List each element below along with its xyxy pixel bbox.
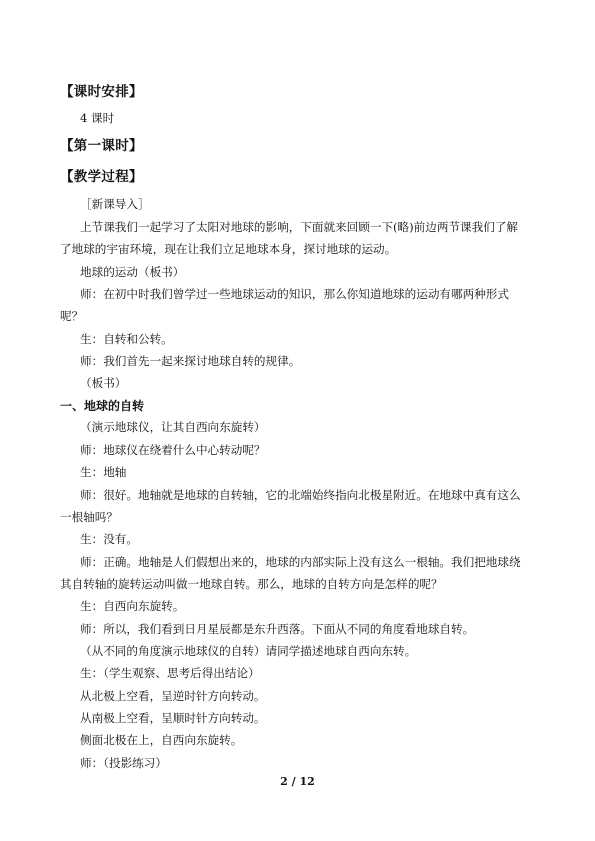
section-line: 生：（学生观察、思考后得出结论） [80,666,260,680]
paragraph-line: 生：自转和公转。 [80,332,173,346]
section-line: 师：很好。地轴就是地球的自转轴，它的北端始终指向北极星附近。在地球中真有这么 [80,488,521,502]
section-line: 从北极上空看，呈逆时针方向转动。 [80,689,266,703]
section-line: 师：正确。地轴是人们假想出来的，地球的内部实际上没有这么一根轴。我们把地球绕 [80,555,521,569]
paragraph-line: 上节课我们一起学习了太阳对地球的影响，下面就来回顾一下(略)前边两节课我们了解 [80,220,519,234]
section-line: 生：没有。 [80,532,138,546]
section-title-earth-rotation: 一、地球的自转 [60,399,145,413]
paragraph-line: 呢？ [60,309,84,323]
paragraph-line: 师：在初中时我们曾学过一些地球运动的知识，那么你知道地球的运动有哪两种形式 [80,287,509,301]
section-line: 师：所以，我们看到日月星辰都是东升西落。下面从不同的角度看地球自转。 [80,622,475,636]
section-line: 生：地轴 [80,465,127,479]
heading-process: 【教学过程】 [60,169,143,185]
schedule-text: 4 课时 [80,111,115,125]
paragraph-line: 了地球的宇宙环境，现在让我们立足地球本身，探讨地球的运动。 [60,242,397,256]
section-line: （演示地球仪，让其自西向东旋转） [80,420,266,434]
section-line: 师：地球仪在绕着什么中心转动呢？ [80,443,266,457]
section-line: （从不同的角度演示地球仪的自转）请同学描述地球自西向东转。 [80,644,417,658]
heading-schedule: 【课时安排】 [60,84,143,100]
section-line: 师：（投影练习） [80,756,167,770]
paragraph-line: ［新课导入］ [80,197,150,211]
section-line: 侧面北极在上，自西向东旋转。 [80,733,243,747]
section-line: 生：自西向东旋转。 [80,599,185,613]
paragraph-line: 师：我们首先一起来探讨地球自转的规律。 [80,354,301,368]
section-line: 从南极上空看，呈顺时针方向转动。 [80,711,266,725]
section-line: 其自转轴的旋转运动叫做一地球自转。那么，地球的自转方向是怎样的呢？ [60,577,443,591]
section-line: 一根轴吗？ [60,510,118,524]
paragraph-line: （板书） [80,376,127,390]
heading-first-lesson: 【第一课时】 [60,138,143,154]
paragraph-line: 地球的运动（板书） [80,265,185,279]
page-number: 2 / 12 [280,775,315,788]
